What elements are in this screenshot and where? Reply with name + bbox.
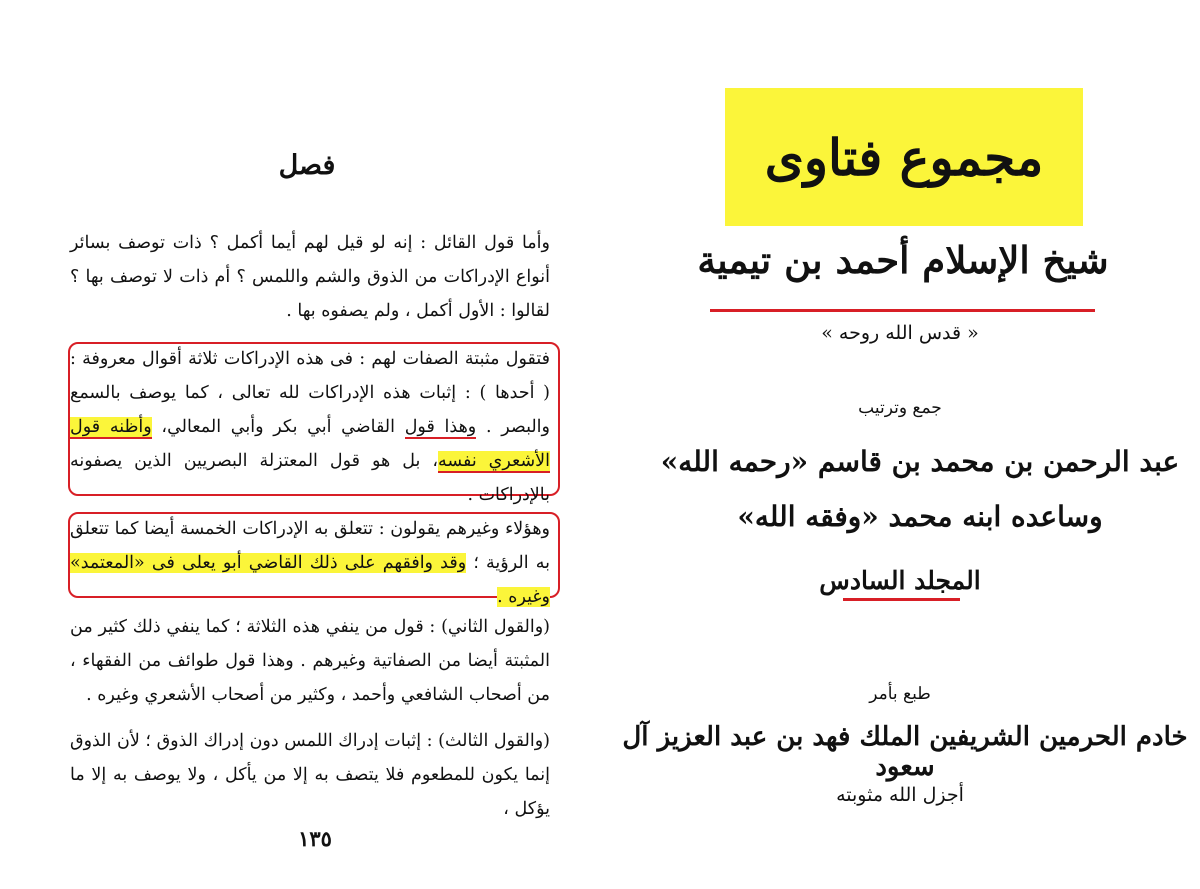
paragraph-text: ، بل هو قول المعتزلة البصريين الذين يصفونه بالإدراكات . (70, 451, 550, 505)
underlined-text: وهذا قول (404, 417, 477, 437)
compiled-label: جمع وترتيب (858, 398, 942, 418)
paragraph-text: القاضي أبي بكر وأبي المعالي، (151, 417, 405, 437)
compiler-name: عبد الرحمن بن محمد بن قاسم «رحمه الله» (660, 445, 1180, 478)
sponsor-prayer: أجزل الله مثوبته (836, 784, 964, 806)
paragraph (70, 226, 550, 328)
section-heading (232, 150, 382, 181)
author-blessing: « قدس الله روحه » (821, 322, 979, 344)
title-highlight-box (725, 88, 1083, 226)
paragraph-text: (والقول الثاني) : قول من ينفي هذه الثلاثة ؛ كما ينفي ذلك كثير من المثبتة أيضا من الصفاتية وغيرهم . وهذا قول طوائف من الفقهاء ، من أصحاب الشافعي وأحمد ، وكثير من أصحاب الأشعري وغيره . (70, 617, 550, 705)
volume-label: المجلد السادس (819, 566, 981, 595)
page-number: ١٣٥ (298, 826, 332, 851)
sponsor-name: خادم الحرمين الشريفين الملك فهد بن عبد العزيز آل سعود (622, 722, 1188, 782)
paragraph (70, 342, 550, 512)
red-underline (843, 598, 960, 601)
paragraph (70, 610, 550, 712)
highlighted-text: وأظنه قول الأشعري نفسه (70, 417, 550, 471)
red-underline (710, 309, 1095, 312)
paragraph-text: وهؤلاء وغيرهم يقولون : تتعلق به الإدراكات الخمسة أيضا كما تتعلق به الرؤية ؛ (70, 519, 551, 573)
paragraph (70, 724, 550, 826)
book-title: مجموع فتاوى (764, 127, 1044, 187)
highlighted-text: وقد وافقهم على ذلك القاضي أبو يعلى فى «المعتمد» وغيره . (70, 553, 550, 607)
right-page-title-page (600, 0, 1200, 889)
printed-by-label: طبع بأمر (869, 684, 931, 704)
paragraph (70, 512, 550, 614)
paragraph-text: وأما قول القائل : إنه لو قيل لهم أيما أكمل ؟ ذات توصف بسائر أنواع الإدراكات من الذوق والشم واللمس ؟ أم ذات لا توصف بها ؟ لقالوا : الأول أكمل ، ولم يصفوه بها . (70, 233, 550, 321)
author-name: شيخ الإسلام أحمد بن تيمية (697, 238, 1109, 282)
assistant-name: وساعده ابنه محمد «وفقه الله» (737, 500, 1103, 533)
paragraph-text: فتقول مثبتة الصفات لهم : فى هذه الإدراكات ثلاثة أقوال معروفة : ( أحدها ) : إثبات هذه الإدراكات لله تعالى ، كما يوصف بالسمع والبصر . (70, 349, 550, 437)
section-heading-text: فصل (278, 150, 336, 181)
paragraph-text: (والقول الثالث) : إثبات إدراك اللمس دون إدراك الذوق ؛ لأن الذوق إنما يكون للمطعوم فلا يتصف به إلا من يأكل ، ولا يوصف به إلا ما يؤكل ، (70, 731, 550, 819)
